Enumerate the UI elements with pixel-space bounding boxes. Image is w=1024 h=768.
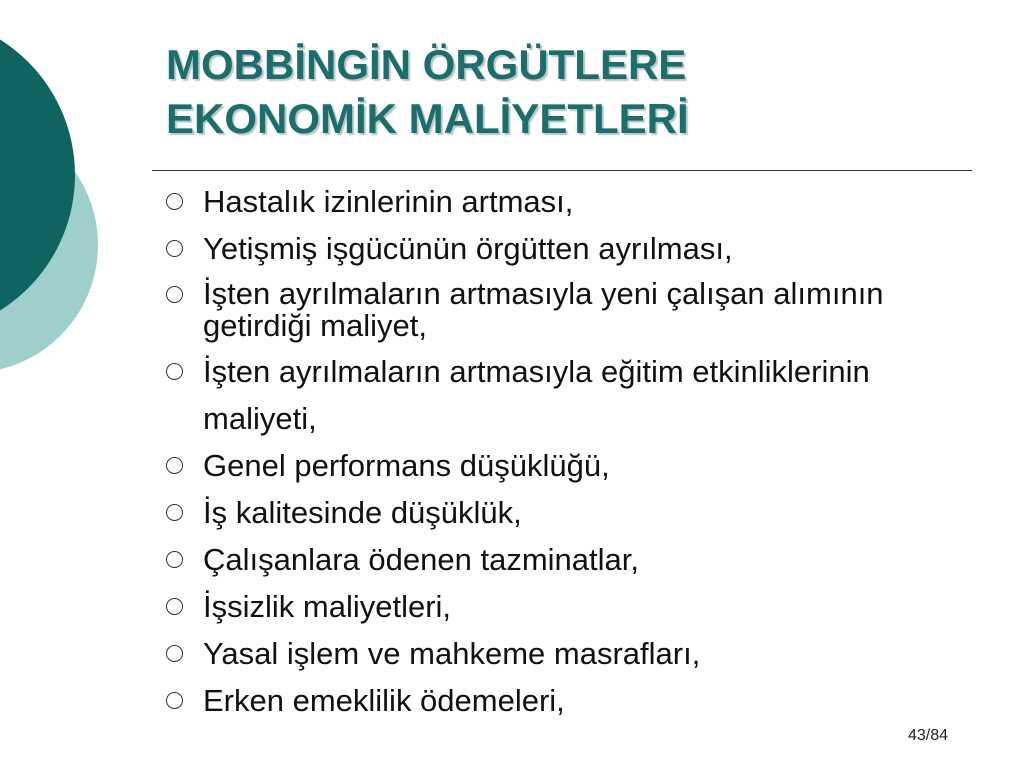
bullet-item: [162, 583, 972, 630]
bullet-item: [162, 178, 972, 225]
hollow-circle-icon: [166, 551, 183, 568]
page-number: 43/84: [908, 727, 949, 744]
hollow-circle-icon: [166, 598, 183, 615]
bullet-text: İşsizlik maliyetleri,: [203, 589, 452, 624]
bullet-text: Genel performans düşüklüğü,: [203, 448, 610, 483]
bullet-item: [162, 536, 972, 583]
bullet-list: [162, 178, 972, 724]
bullet-text: İş kalitesinde düşüklük,: [203, 495, 522, 530]
bullet-text: Hastalık izinlerinin artması,: [203, 184, 574, 219]
title-divider: [152, 170, 972, 171]
bullet-item: [162, 630, 972, 677]
hollow-circle-icon: [166, 504, 183, 521]
slide-title: [166, 38, 689, 146]
hollow-circle-icon: [166, 457, 183, 474]
bullet-item: [162, 348, 972, 442]
hollow-circle-icon: [166, 240, 183, 257]
hollow-circle-icon: [166, 645, 183, 662]
title-line-2: EKONOMİK MALİYETLERİ: [166, 95, 689, 142]
bullet-text: Erken emeklilik ödemeleri,: [203, 683, 565, 718]
title-line-1: MOBBİNGİN ÖRGÜTLERE: [166, 41, 687, 88]
bullet-item: [162, 489, 972, 536]
hollow-circle-icon: [166, 692, 183, 709]
bullet-item: [162, 442, 972, 489]
bullet-text: İşten ayrılmaların artmasıyla yeni çalışan alımının getirdiği maliyet,: [203, 276, 884, 343]
bullet-text: İşten ayrılmaların artmasıyla eğitim etkinliklerinin maliyeti,: [203, 354, 870, 436]
hollow-circle-icon: [166, 286, 183, 303]
bullet-item: [162, 272, 972, 348]
bullet-text: Yasal işlem ve mahkeme masrafları,: [203, 636, 701, 671]
bullet-item: [162, 677, 972, 724]
bullet-text: Çalışanlara ödenen tazminatlar,: [203, 542, 639, 577]
hollow-circle-icon: [166, 363, 183, 380]
hollow-circle-icon: [166, 193, 183, 210]
bullet-item: [162, 225, 972, 272]
bullet-text: Yetişmiş işgücünün örgütten ayrılması,: [203, 231, 733, 266]
decorative-circles: [0, 0, 130, 420]
